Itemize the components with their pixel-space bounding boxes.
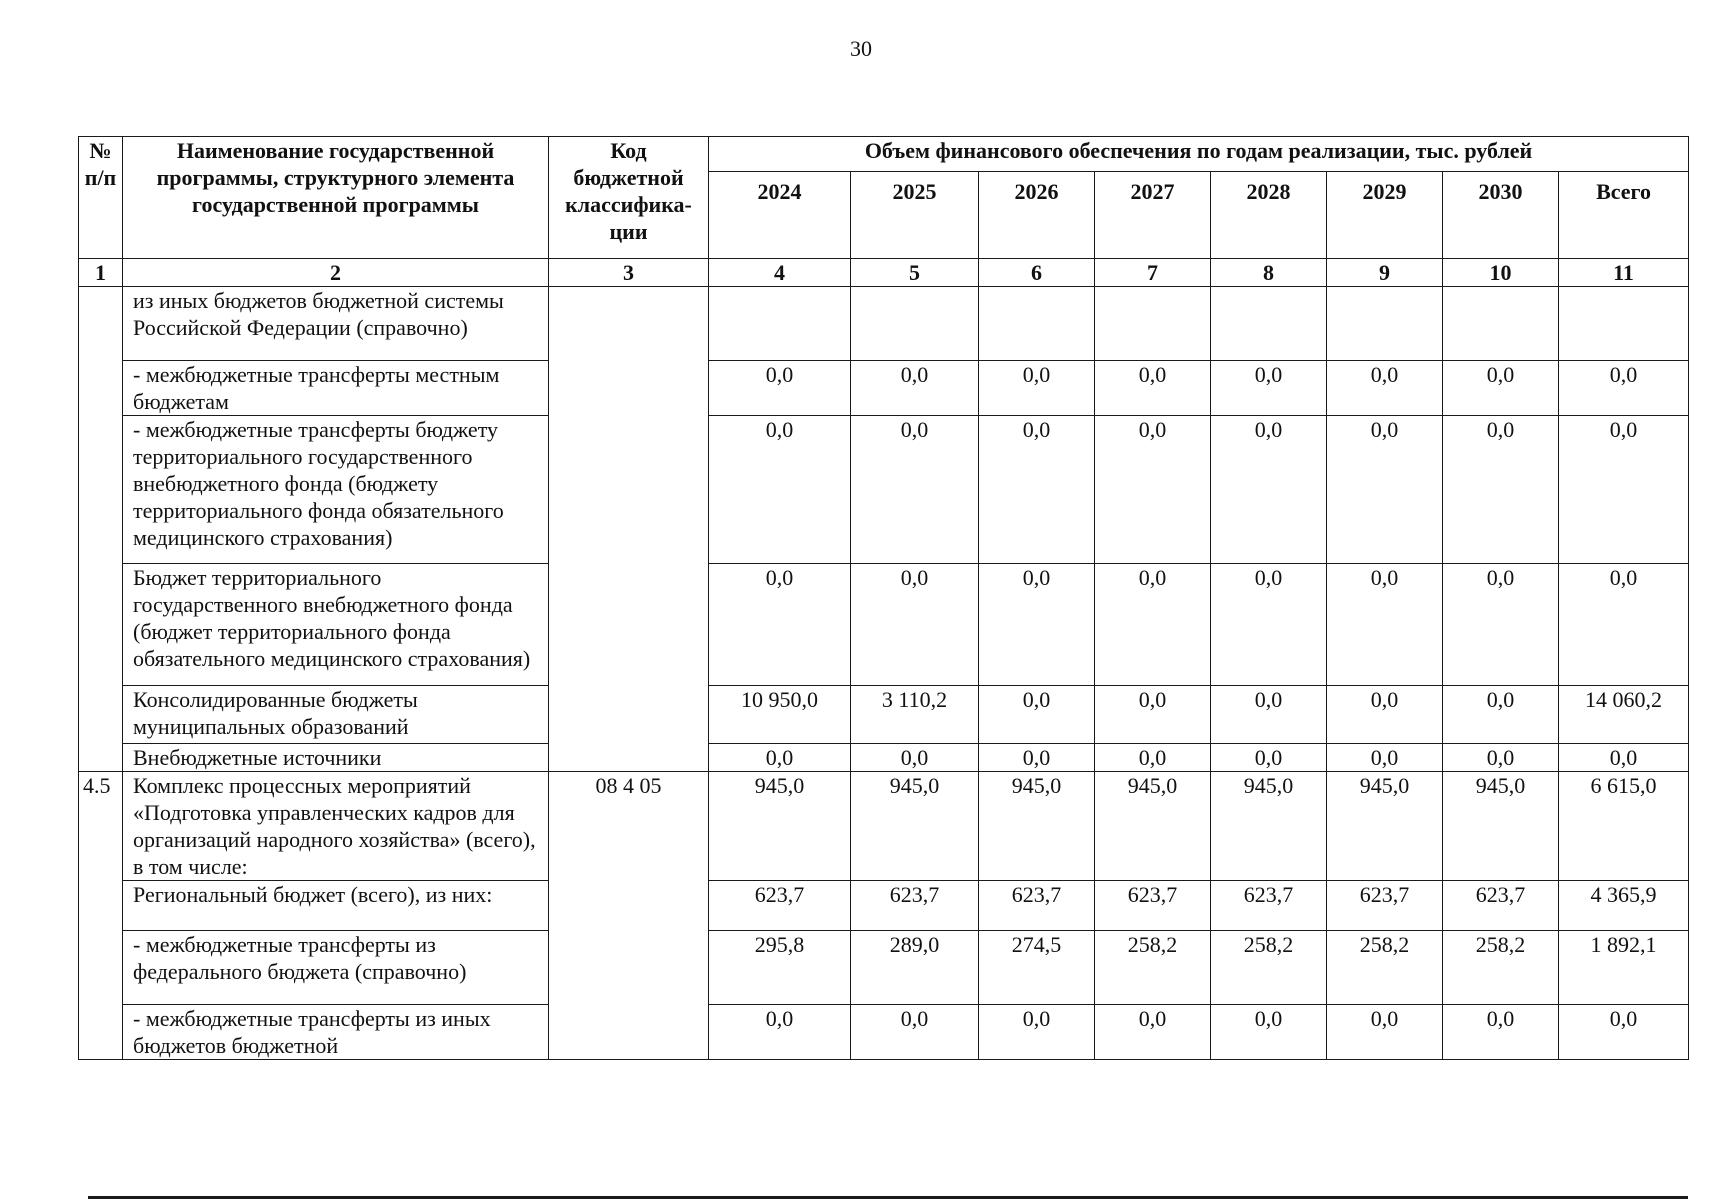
value-cell — [1095, 287, 1211, 361]
value-cell: 0,0 — [851, 1005, 979, 1060]
value-cell: 623,7 — [1211, 881, 1327, 931]
row-name: - межбюджетные трансферты из федерального бюджета (справочно) — [123, 931, 549, 1005]
value-cell — [1559, 287, 1689, 361]
table-row — [79, 772, 1689, 881]
value-cell: 4 365,9 — [1559, 881, 1689, 931]
value-cell: 945,0 — [1443, 772, 1559, 881]
header-funding-group: Объем финансового обеспечения по годам реализации, тыс. рублей — [709, 137, 1689, 172]
finance-table — [78, 136, 1689, 1060]
value-cell: 0,0 — [1095, 564, 1211, 686]
value-cell: 258,2 — [1443, 931, 1559, 1005]
row-name: - межбюджетные трансферты бюджету территориального государственного внебюджетного фонда (бюджету территориального фонда обязательного медицинского страхования) — [123, 416, 549, 564]
value-cell: 0,0 — [1327, 564, 1443, 686]
column-number: 4 — [709, 259, 851, 287]
column-number: 1 — [79, 259, 123, 287]
header-year: 2029 — [1327, 172, 1443, 259]
header-year: 2025 — [851, 172, 979, 259]
value-cell: 258,2 — [1211, 931, 1327, 1005]
value-cell: 274,5 — [979, 931, 1095, 1005]
value-cell: 0,0 — [709, 744, 851, 772]
value-cell: 258,2 — [1095, 931, 1211, 1005]
value-cell: 0,0 — [1095, 416, 1211, 564]
column-number: 8 — [1211, 259, 1327, 287]
header-num: № п/п — [79, 137, 123, 259]
header-code: Код бюджетной классифика-ции — [549, 137, 709, 259]
value-cell: 0,0 — [1095, 361, 1211, 416]
value-cell: 0,0 — [1095, 1005, 1211, 1060]
value-cell: 1 892,1 — [1559, 931, 1689, 1005]
row-name: Региональный бюджет (всего), из них: — [123, 881, 549, 931]
value-cell: 0,0 — [1559, 1005, 1689, 1060]
table-row — [79, 931, 1689, 1005]
column-number: 11 — [1559, 259, 1689, 287]
value-cell: 945,0 — [709, 772, 851, 881]
header-year: Всего — [1559, 172, 1689, 259]
value-cell: 289,0 — [851, 931, 979, 1005]
value-cell — [1327, 287, 1443, 361]
row-name: Комплекс процессных мероприятий «Подготовка управленческих кадров для организаций народного хозяйства» (всего), в том числе: — [123, 772, 549, 881]
row-index: 4.5 — [79, 772, 123, 1060]
value-cell — [851, 287, 979, 361]
value-cell: 945,0 — [1095, 772, 1211, 881]
value-cell: 0,0 — [1327, 744, 1443, 772]
column-number: 6 — [979, 259, 1095, 287]
value-cell: 0,0 — [851, 744, 979, 772]
row-name: - межбюджетные трансферты из иных бюджетов бюджетной — [123, 1005, 549, 1060]
value-cell: 0,0 — [851, 564, 979, 686]
value-cell: 0,0 — [1211, 361, 1327, 416]
value-cell: 945,0 — [979, 772, 1095, 881]
column-number: 2 — [123, 259, 549, 287]
value-cell: 0,0 — [1327, 1005, 1443, 1060]
table-row — [79, 361, 1689, 416]
table-row — [79, 287, 1689, 361]
value-cell — [709, 287, 851, 361]
value-cell: 0,0 — [1559, 744, 1689, 772]
value-cell: 258,2 — [1327, 931, 1443, 1005]
value-cell: 6 615,0 — [1559, 772, 1689, 881]
value-cell: 623,7 — [709, 881, 851, 931]
value-cell: 623,7 — [1327, 881, 1443, 931]
value-cell: 945,0 — [851, 772, 979, 881]
table-body — [79, 287, 1689, 1060]
value-cell: 0,0 — [1559, 564, 1689, 686]
column-numbers-row — [79, 259, 1689, 287]
row-budget-code: 08 4 05 — [549, 772, 709, 1060]
value-cell: 0,0 — [851, 416, 979, 564]
value-cell: 945,0 — [1327, 772, 1443, 881]
value-cell: 0,0 — [709, 564, 851, 686]
value-cell: 10 950,0 — [709, 686, 851, 744]
value-cell: 0,0 — [1327, 361, 1443, 416]
page-number: 30 — [850, 36, 872, 61]
value-cell: 14 060,2 — [1559, 686, 1689, 744]
row-name: Консолидированные бюджеты муниципальных образований — [123, 686, 549, 744]
value-cell: 0,0 — [709, 361, 851, 416]
value-cell — [979, 287, 1095, 361]
value-cell: 0,0 — [1559, 361, 1689, 416]
value-cell: 0,0 — [1443, 361, 1559, 416]
table-row — [79, 564, 1689, 686]
value-cell: 0,0 — [709, 1005, 851, 1060]
row-index — [79, 287, 123, 772]
value-cell: 0,0 — [1211, 416, 1327, 564]
value-cell: 0,0 — [1211, 564, 1327, 686]
value-cell: 0,0 — [1443, 1005, 1559, 1060]
column-number: 5 — [851, 259, 979, 287]
row-name: из иных бюджетов бюджетной системы Российской Федерации (справочно) — [123, 287, 549, 361]
value-cell: 0,0 — [979, 1005, 1095, 1060]
column-number: 10 — [1443, 259, 1559, 287]
header-year: 2028 — [1211, 172, 1327, 259]
value-cell — [1443, 287, 1559, 361]
column-number: 9 — [1327, 259, 1443, 287]
value-cell: 623,7 — [1095, 881, 1211, 931]
value-cell — [1211, 287, 1327, 361]
table-row — [79, 1005, 1689, 1060]
value-cell: 0,0 — [1443, 686, 1559, 744]
header-name: Наименование государственной программы, структурного элемента государственной программы — [123, 137, 549, 259]
header-year: 2026 — [979, 172, 1095, 259]
header-year: 2024 — [709, 172, 851, 259]
column-number: 7 — [1095, 259, 1211, 287]
value-cell: 0,0 — [1211, 1005, 1327, 1060]
value-cell: 623,7 — [851, 881, 979, 931]
value-cell: 0,0 — [1327, 416, 1443, 564]
value-cell: 0,0 — [1327, 686, 1443, 744]
value-cell: 295,8 — [709, 931, 851, 1005]
value-cell: 3 110,2 — [851, 686, 979, 744]
header-year: 2030 — [1443, 172, 1559, 259]
bottom-divider — [88, 1196, 1688, 1199]
value-cell: 0,0 — [1443, 564, 1559, 686]
row-name: Бюджет территориального государственного внебюджетного фонда (бюджет территориального фонда обязательного медицинского страхования) — [123, 564, 549, 686]
value-cell: 0,0 — [1095, 744, 1211, 772]
value-cell: 0,0 — [979, 361, 1095, 416]
value-cell: 945,0 — [1211, 772, 1327, 881]
value-cell: 0,0 — [1211, 744, 1327, 772]
value-cell: 0,0 — [1443, 744, 1559, 772]
value-cell: 0,0 — [979, 416, 1095, 564]
value-cell: 0,0 — [709, 416, 851, 564]
value-cell: 623,7 — [979, 881, 1095, 931]
table-row — [79, 686, 1689, 744]
row-budget-code — [549, 287, 709, 772]
table-row — [79, 744, 1689, 772]
table-row — [79, 416, 1689, 564]
table-row — [79, 881, 1689, 931]
row-name: - межбюджетные трансферты местным бюджетам — [123, 361, 549, 416]
value-cell: 623,7 — [1443, 881, 1559, 931]
value-cell: 0,0 — [1559, 416, 1689, 564]
value-cell: 0,0 — [1443, 416, 1559, 564]
value-cell: 0,0 — [979, 564, 1095, 686]
value-cell: 0,0 — [1095, 686, 1211, 744]
row-name: Внебюджетные источники — [123, 744, 549, 772]
value-cell: 0,0 — [979, 744, 1095, 772]
value-cell: 0,0 — [1211, 686, 1327, 744]
header-year: 2027 — [1095, 172, 1211, 259]
value-cell: 0,0 — [979, 686, 1095, 744]
value-cell: 0,0 — [851, 361, 979, 416]
column-number: 3 — [549, 259, 709, 287]
